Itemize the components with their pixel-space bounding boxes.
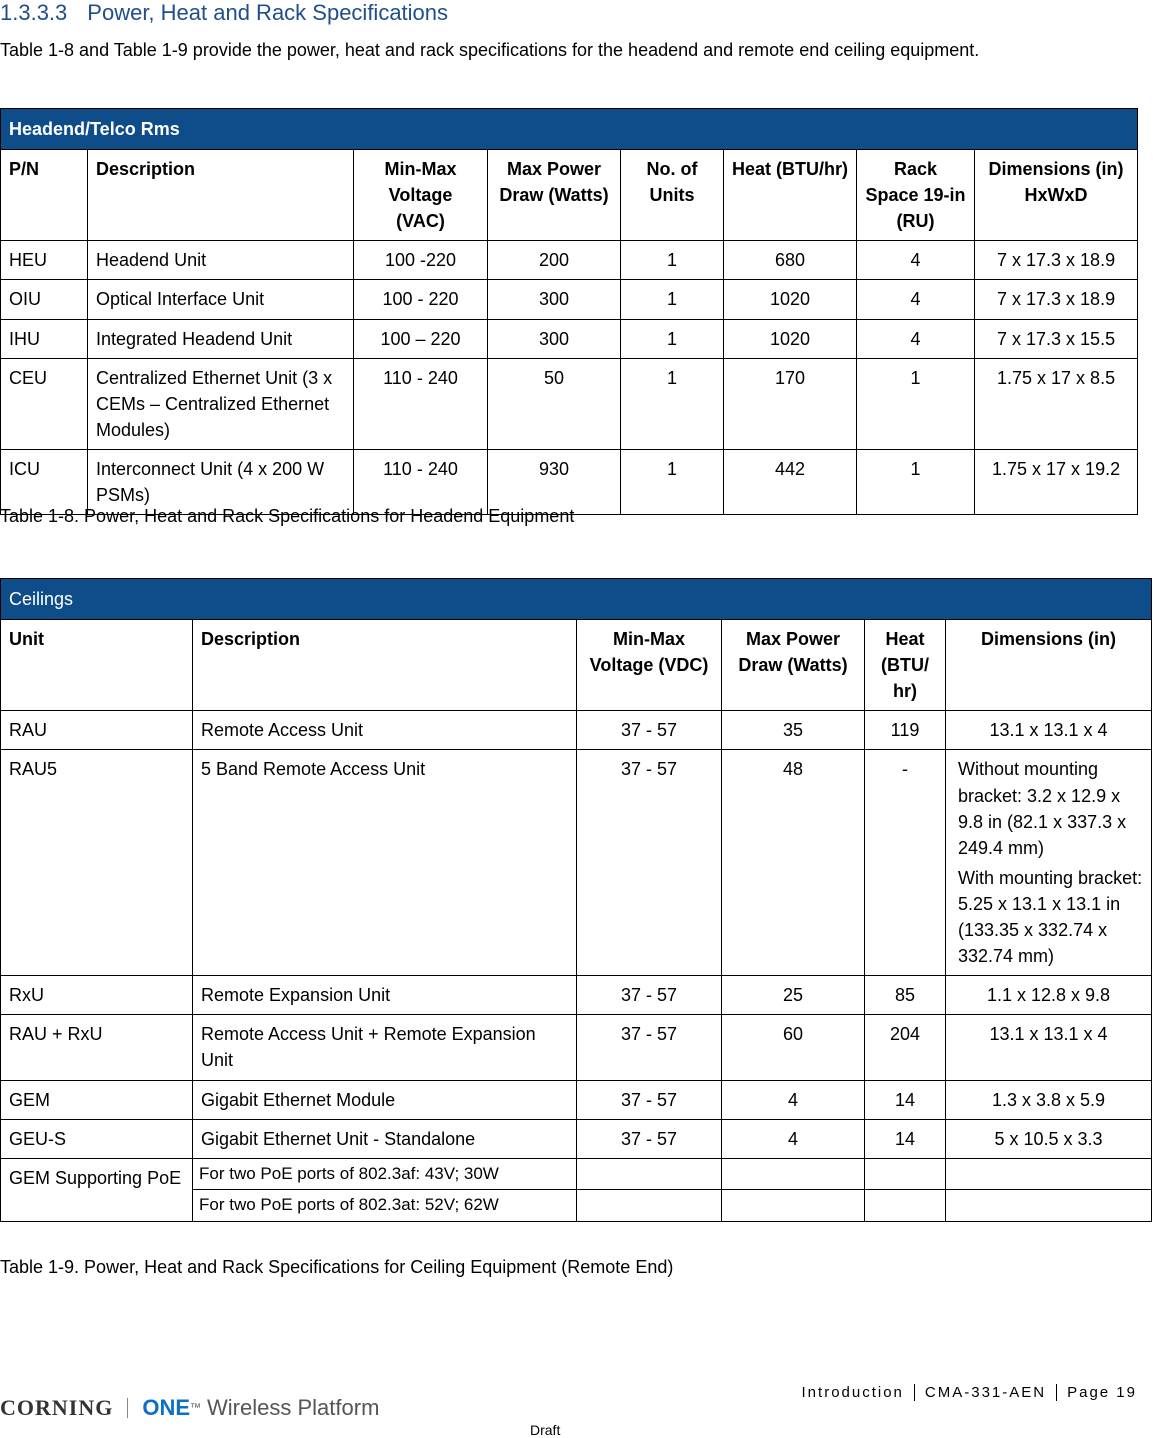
col-header: P/N bbox=[1, 150, 88, 241]
table-row bbox=[1, 1015, 1152, 1080]
table-cell: 85 bbox=[865, 976, 946, 1015]
table-cell: 1 bbox=[857, 449, 975, 514]
col-header: Min-Max Voltage (VAC) bbox=[354, 150, 488, 241]
draft-label: Draft bbox=[530, 1422, 561, 1438]
table-band-title: Headend/Telco Rms bbox=[1, 109, 1138, 150]
table-cell: 14 bbox=[865, 1119, 946, 1158]
dimension-note: With mounting bracket: 5.25 x 13.1 x 13.1 in (133.35 x 332.74 x 332.74 mm) bbox=[958, 867, 1143, 967]
col-header: Max Power Draw (Watts) bbox=[488, 150, 621, 241]
cell-description: For two PoE ports of 802.3at: 52V; 62W bbox=[193, 1190, 577, 1222]
table-row bbox=[1, 1080, 1152, 1119]
table-row bbox=[1, 1158, 1152, 1190]
table-cell: 1 bbox=[857, 358, 975, 449]
corning-logo: CORNING bbox=[0, 1395, 114, 1420]
table-cell: 4 bbox=[857, 280, 975, 319]
table-cell: Gigabit Ethernet Unit - Standalone bbox=[193, 1119, 577, 1158]
table-cell: Optical Interface Unit bbox=[88, 280, 354, 319]
table-cell: RAU bbox=[1, 711, 193, 750]
table-caption: Table 1-8. Power, Heat and Rack Specifications for Headend Equipment bbox=[0, 506, 575, 526]
col-header: Heat (BTU/hr) bbox=[724, 150, 857, 241]
table-cell: 100 – 220 bbox=[354, 319, 488, 358]
table-cell: 110 - 240 bbox=[354, 358, 488, 449]
table-cell: 13.1 x 13.1 x 4 bbox=[946, 1015, 1152, 1080]
table-caption: Table 1-9. Power, Heat and Rack Specifications for Ceiling Equipment (Remote End) bbox=[0, 1257, 674, 1277]
headend-spec-table bbox=[0, 108, 1138, 515]
table-cell: 200 bbox=[488, 241, 621, 280]
table-row bbox=[1, 711, 1152, 750]
table-cell: 13.1 x 13.1 x 4 bbox=[946, 711, 1152, 750]
col-header: No. of Units bbox=[621, 150, 724, 241]
table-cell bbox=[946, 750, 1152, 976]
table-cell: 37 - 57 bbox=[577, 711, 722, 750]
table-cell: GEU-S bbox=[1, 1119, 193, 1158]
table-cell: 170 bbox=[724, 358, 857, 449]
col-header-dimensions: Dimensions (in) HxWxD bbox=[975, 150, 1138, 241]
product-name: Wireless Platform bbox=[207, 1395, 380, 1420]
table-row bbox=[1, 449, 1138, 514]
table-cell: 300 bbox=[488, 319, 621, 358]
table-cell: 7 x 17.3 x 18.9 bbox=[975, 280, 1138, 319]
table-cell: CEU bbox=[1, 358, 88, 449]
col-header: Description bbox=[88, 150, 354, 241]
footer-page: Page 19 bbox=[1056, 1384, 1147, 1401]
table-cell: 37 - 57 bbox=[577, 976, 722, 1015]
intro-paragraph: Table 1-8 and Table 1-9 provide the power, heat and rack specifications for the headend and remote end ceiling equipment. bbox=[0, 40, 980, 60]
table-row bbox=[1, 241, 1138, 280]
table-cell: 1.75 x 17 x 8.5 bbox=[975, 358, 1138, 449]
table-cell: GEM bbox=[1, 1080, 193, 1119]
table-cell: 442 bbox=[724, 449, 857, 514]
table-row bbox=[1, 976, 1152, 1015]
table-cell: 930 bbox=[488, 449, 621, 514]
cell-description: For two PoE ports of 802.3af: 43V; 30W bbox=[193, 1158, 577, 1190]
table-cell: 1 bbox=[621, 449, 724, 514]
table-cell: 7 x 17.3 x 18.9 bbox=[975, 241, 1138, 280]
table-cell: 5 x 10.5 x 3.3 bbox=[946, 1119, 1152, 1158]
col-header: Heat (BTU/ hr) bbox=[865, 620, 946, 711]
table-band-title: Ceilings bbox=[1, 579, 1152, 620]
table-cell: 7 x 17.3 x 15.5 bbox=[975, 319, 1138, 358]
table-cell: Centralized Ethernet Unit (3 x CEMs – Centralized Ethernet Modules) bbox=[88, 358, 354, 449]
table-cell: 119 bbox=[865, 711, 946, 750]
table-cell: HEU bbox=[1, 241, 88, 280]
table-cell: 25 bbox=[722, 976, 865, 1015]
logo-divider bbox=[127, 1398, 128, 1418]
table-cell: 204 bbox=[865, 1015, 946, 1080]
table-cell: 50 bbox=[488, 358, 621, 449]
table-cell: 60 bbox=[722, 1015, 865, 1080]
table-row bbox=[1, 280, 1138, 319]
table-cell: 35 bbox=[722, 711, 865, 750]
table-cell: Gigabit Ethernet Module bbox=[193, 1080, 577, 1119]
table-row bbox=[1, 1119, 1152, 1158]
product-one: ONE bbox=[142, 1395, 191, 1420]
table-cell: RAU5 bbox=[1, 750, 193, 976]
footer-info bbox=[792, 1384, 1147, 1401]
table-cell: 300 bbox=[488, 280, 621, 319]
table-cell: IHU bbox=[1, 319, 88, 358]
table-row bbox=[1, 319, 1138, 358]
col-header: Unit bbox=[1, 620, 193, 711]
table-cell: 1 bbox=[621, 319, 724, 358]
table-cell: Remote Access Unit bbox=[193, 711, 577, 750]
table-cell: 4 bbox=[722, 1080, 865, 1119]
table-cell: 100 - 220 bbox=[354, 280, 488, 319]
table-cell: Headend Unit bbox=[88, 241, 354, 280]
table-header-row bbox=[1, 150, 1138, 241]
table-cell: 37 - 57 bbox=[577, 1015, 722, 1080]
section-title: Power, Heat and Rack Specifications bbox=[87, 0, 449, 25]
table-cell: 4 bbox=[857, 319, 975, 358]
table-cell: Remote Access Unit + Remote Expansion Unit bbox=[193, 1015, 577, 1080]
footer-doc-id: CMA-331-AEN bbox=[914, 1384, 1056, 1401]
table-cell: 1 bbox=[621, 280, 724, 319]
table-cell: RxU bbox=[1, 976, 193, 1015]
cell-unit: GEM Supporting PoE bbox=[1, 1158, 193, 1221]
table-cell: Remote Expansion Unit bbox=[193, 976, 577, 1015]
col-header: Rack Space 19-in (RU) bbox=[857, 150, 975, 241]
col-header: Description bbox=[193, 620, 577, 711]
table-cell: Integrated Headend Unit bbox=[88, 319, 354, 358]
table-cell: 1.3 x 3.8 x 5.9 bbox=[946, 1080, 1152, 1119]
table-cell: 37 - 57 bbox=[577, 750, 722, 976]
table-cell: 4 bbox=[857, 241, 975, 280]
table-row bbox=[1, 358, 1138, 449]
table-cell: Interconnect Unit (4 x 200 W PSMs) bbox=[88, 449, 354, 514]
table-cell: 37 - 57 bbox=[577, 1080, 722, 1119]
footer-section: Introduction bbox=[801, 1384, 904, 1401]
table-row bbox=[1, 750, 1152, 976]
table-cell: 1020 bbox=[724, 319, 857, 358]
table-cell: - bbox=[865, 750, 946, 976]
col-header: Min-Max Voltage (VDC) bbox=[577, 620, 722, 711]
table-cell: 37 - 57 bbox=[577, 1119, 722, 1158]
table-cell: 1 bbox=[621, 241, 724, 280]
section-number: 1.3.3.3 bbox=[0, 0, 68, 25]
col-header: Dimensions (in) bbox=[946, 620, 1152, 711]
table-cell: 14 bbox=[865, 1080, 946, 1119]
table-cell: 4 bbox=[722, 1119, 865, 1158]
table-header-row bbox=[1, 620, 1152, 711]
table-cell: 1 bbox=[621, 358, 724, 449]
table-cell: 100 -220 bbox=[354, 241, 488, 280]
dimension-note: Without mounting bracket: 3.2 x 12.9 x 9.8 in (82.1 x 337.3 x 249.4 mm) bbox=[958, 759, 1127, 858]
table-cell: OIU bbox=[1, 280, 88, 319]
table-cell: 680 bbox=[724, 241, 857, 280]
table-cell: 110 - 240 bbox=[354, 449, 488, 514]
section-heading bbox=[0, 0, 448, 26]
table-cell: 48 bbox=[722, 750, 865, 976]
footer-logo: CORNING ONE ™ Wireless Platform bbox=[0, 1395, 380, 1420]
table-cell: 1020 bbox=[724, 280, 857, 319]
table-cell: ICU bbox=[1, 449, 88, 514]
table-cell: 1.1 x 12.8 x 9.8 bbox=[946, 976, 1152, 1015]
ceiling-spec-table bbox=[0, 578, 1152, 1222]
table-cell: 5 Band Remote Access Unit bbox=[193, 750, 577, 976]
table-cell: RAU + RxU bbox=[1, 1015, 193, 1080]
table-cell: 1.75 x 17 x 19.2 bbox=[975, 449, 1138, 514]
col-header: Max Power Draw (Watts) bbox=[722, 620, 865, 711]
